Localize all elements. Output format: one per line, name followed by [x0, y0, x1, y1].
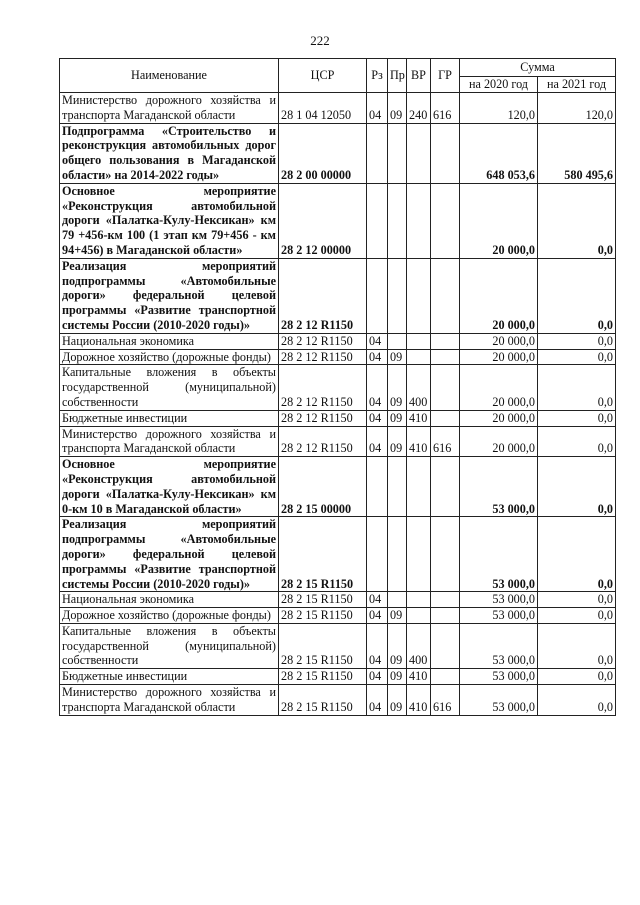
table-row — [60, 685, 616, 716]
table-row — [60, 457, 616, 517]
cell-pr — [388, 592, 407, 608]
table-row — [60, 426, 616, 457]
cell-gr: 616 — [431, 93, 460, 124]
cell-pr — [388, 333, 407, 349]
cell-csr: 28 2 15 R1150 — [279, 517, 367, 592]
cell-vr: 410 — [407, 410, 431, 426]
header-pr: Пр — [388, 59, 407, 93]
cell-name: Бюджетные инвестиции — [60, 410, 279, 426]
cell-vr — [407, 349, 431, 365]
cell-pr — [388, 517, 407, 592]
cell-rz: 04 — [367, 365, 388, 410]
table-row — [60, 93, 616, 124]
cell-sum-2020: 20 000,0 — [460, 365, 538, 410]
cell-sum-2020: 20 000,0 — [460, 258, 538, 333]
header-year-2021: на 2021 год — [538, 77, 616, 93]
cell-name: Основное мероприятие «Реконструкция автомобильной дороги «Палатка-Кулу-Нексикан» км 0-км 10 в Магаданской области» — [60, 457, 279, 517]
cell-sum-2021: 0,0 — [538, 258, 616, 333]
cell-pr: 09 — [388, 365, 407, 410]
cell-sum-2021: 580 495,6 — [538, 123, 616, 183]
cell-gr — [431, 592, 460, 608]
cell-rz: 04 — [367, 426, 388, 457]
cell-pr: 09 — [388, 623, 407, 668]
cell-csr: 28 2 15 00000 — [279, 457, 367, 517]
cell-pr: 09 — [388, 349, 407, 365]
cell-pr: 09 — [388, 410, 407, 426]
cell-sum-2021: 0,0 — [538, 517, 616, 592]
cell-name: Министерство дорожного хозяйства и транспорта Магаданской области — [60, 426, 279, 457]
cell-csr: 28 2 15 R1150 — [279, 669, 367, 685]
cell-sum-2021: 0,0 — [538, 608, 616, 624]
cell-gr — [431, 410, 460, 426]
cell-sum-2021: 0,0 — [538, 365, 616, 410]
cell-csr: 28 2 15 R1150 — [279, 685, 367, 716]
cell-sum-2021: 0,0 — [538, 426, 616, 457]
cell-rz — [367, 517, 388, 592]
cell-sum-2021: 0,0 — [538, 623, 616, 668]
cell-csr: 28 2 12 R1150 — [279, 410, 367, 426]
budget-table — [59, 58, 616, 716]
cell-pr — [388, 123, 407, 183]
cell-rz: 04 — [367, 592, 388, 608]
cell-rz — [367, 258, 388, 333]
cell-gr — [431, 669, 460, 685]
cell-vr — [407, 183, 431, 258]
cell-vr — [407, 592, 431, 608]
cell-name: Капитальные вложения в объекты государственной (муниципальной) собственности — [60, 365, 279, 410]
cell-sum-2021: 120,0 — [538, 93, 616, 124]
cell-sum-2021: 0,0 — [538, 669, 616, 685]
cell-csr: 28 2 15 R1150 — [279, 623, 367, 668]
cell-gr — [431, 457, 460, 517]
cell-pr: 09 — [388, 608, 407, 624]
header-name: Наименование — [60, 59, 279, 93]
cell-name: Дорожное хозяйство (дорожные фонды) — [60, 608, 279, 624]
cell-sum-2020: 20 000,0 — [460, 349, 538, 365]
cell-rz: 04 — [367, 349, 388, 365]
cell-vr — [407, 457, 431, 517]
table-row — [60, 410, 616, 426]
table-row — [60, 608, 616, 624]
header-gr: ГР — [431, 59, 460, 93]
cell-rz — [367, 123, 388, 183]
cell-name: Национальная экономика — [60, 333, 279, 349]
cell-rz: 04 — [367, 623, 388, 668]
page-number: 222 — [310, 33, 330, 48]
cell-gr — [431, 333, 460, 349]
cell-sum-2020: 53 000,0 — [460, 517, 538, 592]
cell-rz: 04 — [367, 608, 388, 624]
cell-sum-2020: 53 000,0 — [460, 685, 538, 716]
cell-csr: 28 2 12 R1150 — [279, 349, 367, 365]
table-header — [60, 59, 616, 93]
cell-sum-2020: 53 000,0 — [460, 592, 538, 608]
header-csr: ЦСР — [279, 59, 367, 93]
cell-vr: 410 — [407, 685, 431, 716]
cell-vr: 410 — [407, 426, 431, 457]
cell-gr — [431, 608, 460, 624]
table-row — [60, 258, 616, 333]
cell-gr: 616 — [431, 685, 460, 716]
cell-gr — [431, 365, 460, 410]
cell-csr: 28 2 12 R1150 — [279, 426, 367, 457]
cell-gr — [431, 623, 460, 668]
cell-sum-2020: 20 000,0 — [460, 426, 538, 457]
table-row — [60, 183, 616, 258]
header-year-2020: на 2020 год — [460, 77, 538, 93]
cell-name: Министерство дорожного хозяйства и транспорта Магаданской области — [60, 685, 279, 716]
cell-rz: 04 — [367, 685, 388, 716]
cell-csr: 28 2 12 R1150 — [279, 258, 367, 333]
cell-gr — [431, 183, 460, 258]
table-row — [60, 365, 616, 410]
cell-name: Реализация мероприятий подпрограммы «Автомобильные дороги» федеральной целевой программы «Развитие транспортной системы России (2010-2020 годы)» — [60, 258, 279, 333]
cell-name: Министерство дорожного хозяйства и транспорта Магаданской области — [60, 93, 279, 124]
cell-sum-2020: 53 000,0 — [460, 669, 538, 685]
cell-vr — [407, 123, 431, 183]
cell-csr: 28 2 12 R1150 — [279, 365, 367, 410]
table-row — [60, 123, 616, 183]
cell-sum-2021: 0,0 — [538, 410, 616, 426]
cell-sum-2021: 0,0 — [538, 457, 616, 517]
cell-sum-2021: 0,0 — [538, 592, 616, 608]
cell-name: Реализация мероприятий подпрограммы «Автомобильные дороги» федеральной целевой программы «Развитие транспортной системы России (2010-2020 годы)» — [60, 517, 279, 592]
cell-sum-2020: 53 000,0 — [460, 608, 538, 624]
cell-pr — [388, 183, 407, 258]
cell-csr: 28 1 04 12050 — [279, 93, 367, 124]
header-sum: Сумма — [460, 59, 616, 77]
cell-vr — [407, 608, 431, 624]
cell-vr: 400 — [407, 623, 431, 668]
cell-gr — [431, 258, 460, 333]
table-row — [60, 623, 616, 668]
cell-csr: 28 2 12 R1150 — [279, 333, 367, 349]
cell-pr: 09 — [388, 426, 407, 457]
cell-gr — [431, 123, 460, 183]
cell-csr: 28 2 15 R1150 — [279, 608, 367, 624]
cell-rz — [367, 183, 388, 258]
table-row — [60, 592, 616, 608]
cell-name: Капитальные вложения в объекты государственной (муниципальной) собственности — [60, 623, 279, 668]
table-body — [60, 93, 616, 716]
cell-name: Подпрограмма «Строительство и реконструкция автомобильных дорог общего пользования в Магаданской области» на 2014-2022 годы» — [60, 123, 279, 183]
cell-vr — [407, 333, 431, 349]
cell-rz — [367, 457, 388, 517]
header-rz: Рз — [367, 59, 388, 93]
cell-rz: 04 — [367, 410, 388, 426]
cell-sum-2020: 648 053,6 — [460, 123, 538, 183]
cell-name: Национальная экономика — [60, 592, 279, 608]
cell-sum-2021: 0,0 — [538, 333, 616, 349]
cell-name: Бюджетные инвестиции — [60, 669, 279, 685]
cell-sum-2020: 20 000,0 — [460, 333, 538, 349]
cell-csr: 28 2 00 00000 — [279, 123, 367, 183]
table-row — [60, 333, 616, 349]
cell-sum-2020: 53 000,0 — [460, 457, 538, 517]
cell-vr — [407, 517, 431, 592]
header-vr: ВР — [407, 59, 431, 93]
cell-gr — [431, 349, 460, 365]
cell-name: Дорожное хозяйство (дорожные фонды) — [60, 349, 279, 365]
cell-sum-2020: 120,0 — [460, 93, 538, 124]
cell-vr — [407, 258, 431, 333]
cell-gr — [431, 517, 460, 592]
cell-rz: 04 — [367, 669, 388, 685]
cell-pr: 09 — [388, 669, 407, 685]
cell-csr: 28 2 12 00000 — [279, 183, 367, 258]
cell-pr: 09 — [388, 93, 407, 124]
table-row — [60, 517, 616, 592]
cell-sum-2021: 0,0 — [538, 183, 616, 258]
cell-pr: 09 — [388, 685, 407, 716]
cell-rz: 04 — [367, 93, 388, 124]
cell-csr: 28 2 15 R1150 — [279, 592, 367, 608]
cell-pr — [388, 457, 407, 517]
table-row — [60, 669, 616, 685]
cell-sum-2021: 0,0 — [538, 349, 616, 365]
cell-vr: 240 — [407, 93, 431, 124]
cell-sum-2020: 20 000,0 — [460, 183, 538, 258]
cell-name: Основное мероприятие «Реконструкция автомобильной дороги «Палатка-Кулу-Нексикан» км 79 +456-км 100 (1 этап км 79+456 - км 94+456) в Магаданской области» — [60, 183, 279, 258]
cell-sum-2021: 0,0 — [538, 685, 616, 716]
cell-pr — [388, 258, 407, 333]
cell-vr: 410 — [407, 669, 431, 685]
cell-sum-2020: 20 000,0 — [460, 410, 538, 426]
cell-gr: 616 — [431, 426, 460, 457]
cell-sum-2020: 53 000,0 — [460, 623, 538, 668]
table-row — [60, 349, 616, 365]
cell-rz: 04 — [367, 333, 388, 349]
cell-vr: 400 — [407, 365, 431, 410]
